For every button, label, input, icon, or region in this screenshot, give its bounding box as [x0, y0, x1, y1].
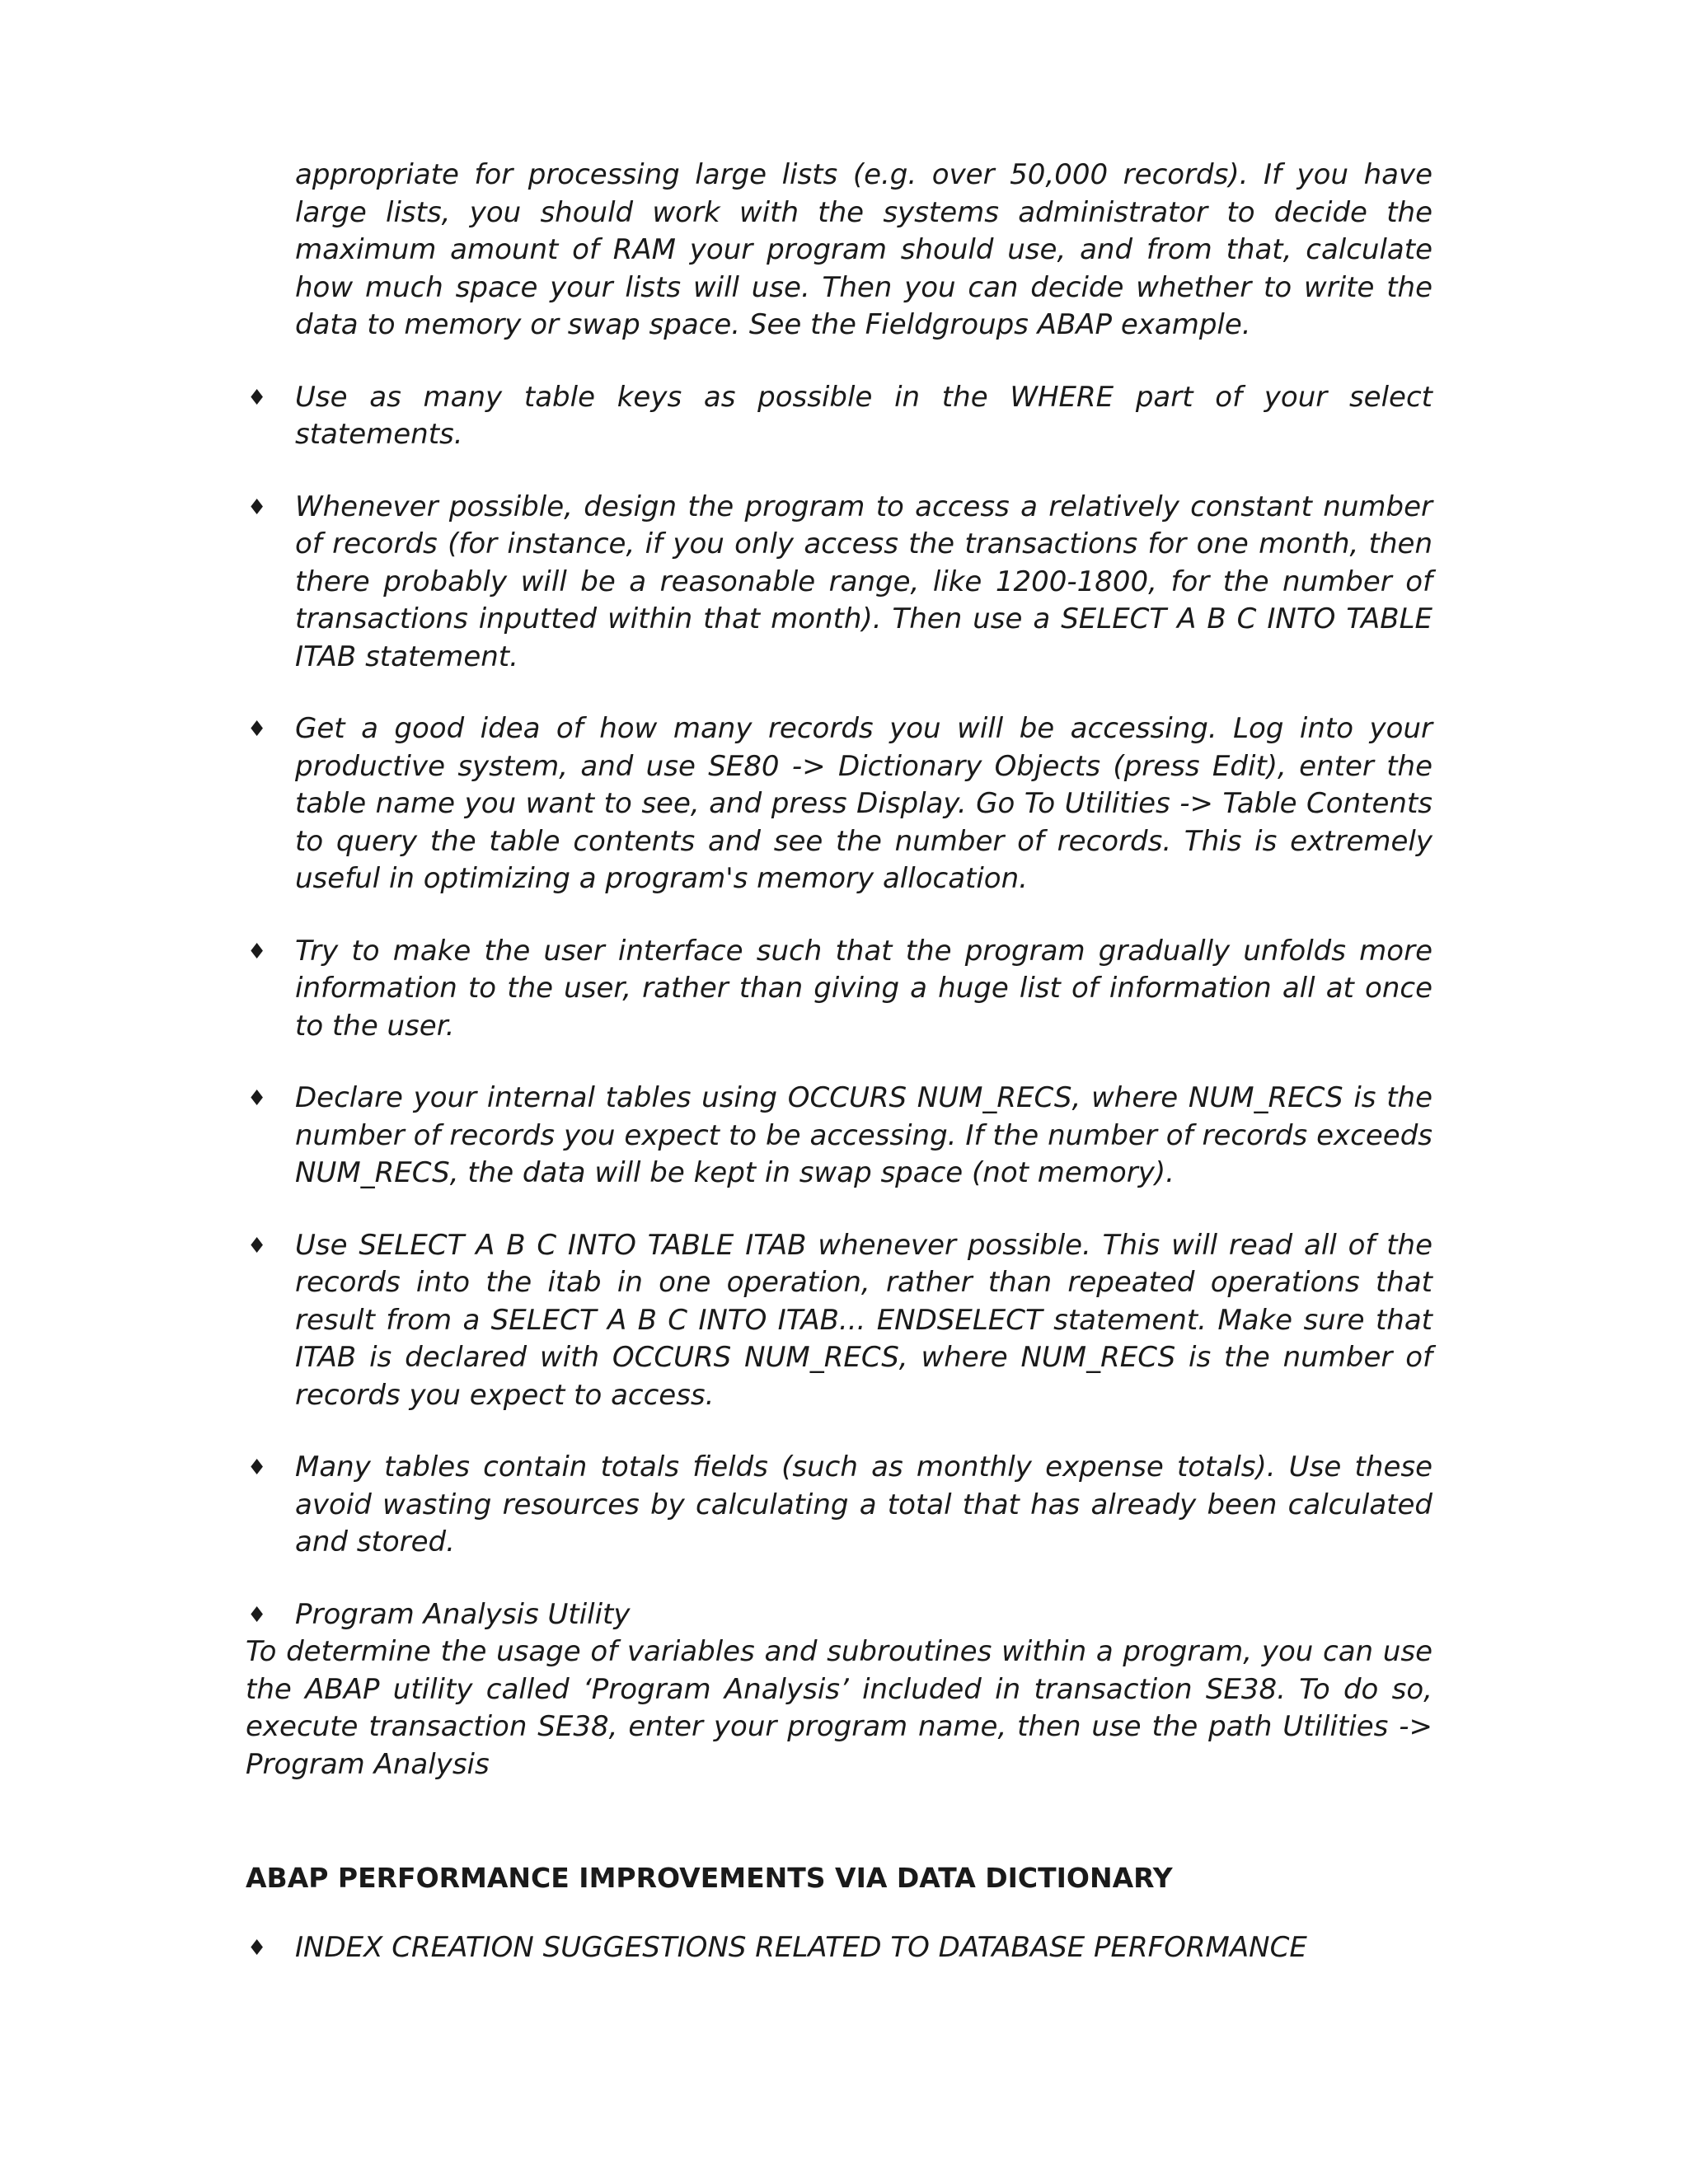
utility-description: To determine the usage of variables and subroutines within a program, you can use the ABAP utility called ‘Program Analysis’ included in transaction SE38. To do so, execute transaction SE38, enter your program name, then use the path Utilities -> Program Analysis [246, 1635, 1432, 1781]
list-item-program-analysis [246, 1596, 1432, 1634]
list-item [246, 489, 1432, 677]
list-item [246, 1080, 1432, 1193]
section-heading: ABAP PERFORMANCE IMPROVEMENTS VIA DATA DICTIONARY [246, 1862, 1173, 1894]
intro-paragraph: appropriate for processing large lists (e.g. over 50,000 records). If you have large lists, you should work with the systems administrator to decide the maximum amount of RAM your program should use, and from that, calculate how much space your lists will use. Then you can decide whether to write the data to memory or swap space. See the Fieldgroups ABAP example. [295, 158, 1432, 341]
list-item-text: Whenever possible, design the program to access a relatively constant number of records (for instance, if you only access the transactions for one month, then there probably will be a reasonable range, like 1200-1800, for the number of transactions inputted within that month). Then use a SELECT A B C INTO TABLE ITAB statement. [295, 490, 1432, 673]
list-item-text: Declare your internal tables using OCCURS NUM_RECS, where NUM_RECS is the number of records you expect to be accessing. If the number of records exceeds NUM_RECS, the data will be kept in swap space (not memory). [295, 1081, 1432, 1189]
diamond-bullet-icon: ♦ [247, 717, 267, 742]
list-item [246, 379, 1432, 454]
list-item-text: Get a good idea of how many records you will be accessing. Log into your productive system, and use SE80 -> Dictionary Objects (press Edit), enter the table name you want to see, and press Display. Go To Utilities -> Table Contents to query the table contents and see the number of records. This is extremely useful in optimizing a program's memory allocation. [295, 712, 1432, 895]
diamond-bullet-icon: ♦ [247, 494, 267, 520]
diamond-bullet-icon: ♦ [247, 1233, 267, 1258]
list-item [246, 710, 1432, 898]
diamond-bullet-icon: ♦ [247, 1455, 267, 1480]
list-item-text: Use SELECT A B C INTO TABLE ITAB whenever possible. This will read all of the records into the itab in one operation, rather than repeated operations that result from a SELECT A B C INTO ITAB... ENDSELECT statement. Make sure that ITAB is declared with OCCURS NUM_RECS, where NUM_RECS is the number of records you expect to access. [295, 1228, 1432, 1412]
diamond-bullet-icon: ♦ [247, 1936, 267, 1961]
diamond-bullet-icon: ♦ [247, 1086, 267, 1111]
list-item [246, 1227, 1432, 1415]
utility-title: Program Analysis Utility [295, 1597, 631, 1631]
diamond-bullet-icon: ♦ [247, 939, 267, 964]
list-item [246, 1449, 1432, 1562]
list-item-text: Use as many table keys as possible in the WHERE part of your select statements. [295, 380, 1432, 451]
diamond-bullet-icon: ♦ [247, 1602, 267, 1628]
diamond-bullet-icon: ♦ [247, 385, 267, 410]
list-item [246, 933, 1432, 1046]
list-item-text: Try to make the user interface such that the program gradually unfolds more information to the user, rather than giving a huge list of information all at once to the user. [295, 934, 1432, 1043]
list-item-text: Many tables contain totals fields (such as monthly expense totals). Use these avoid wasting resources by calculating a total that has already been calculated and stored. [295, 1451, 1432, 1558]
page-content [246, 157, 1432, 1967]
list-item-text: INDEX CREATION SUGGESTIONS RELATED TO DATABASE PERFORMANCE [295, 1931, 1307, 1964]
list-item [246, 1929, 1432, 1967]
